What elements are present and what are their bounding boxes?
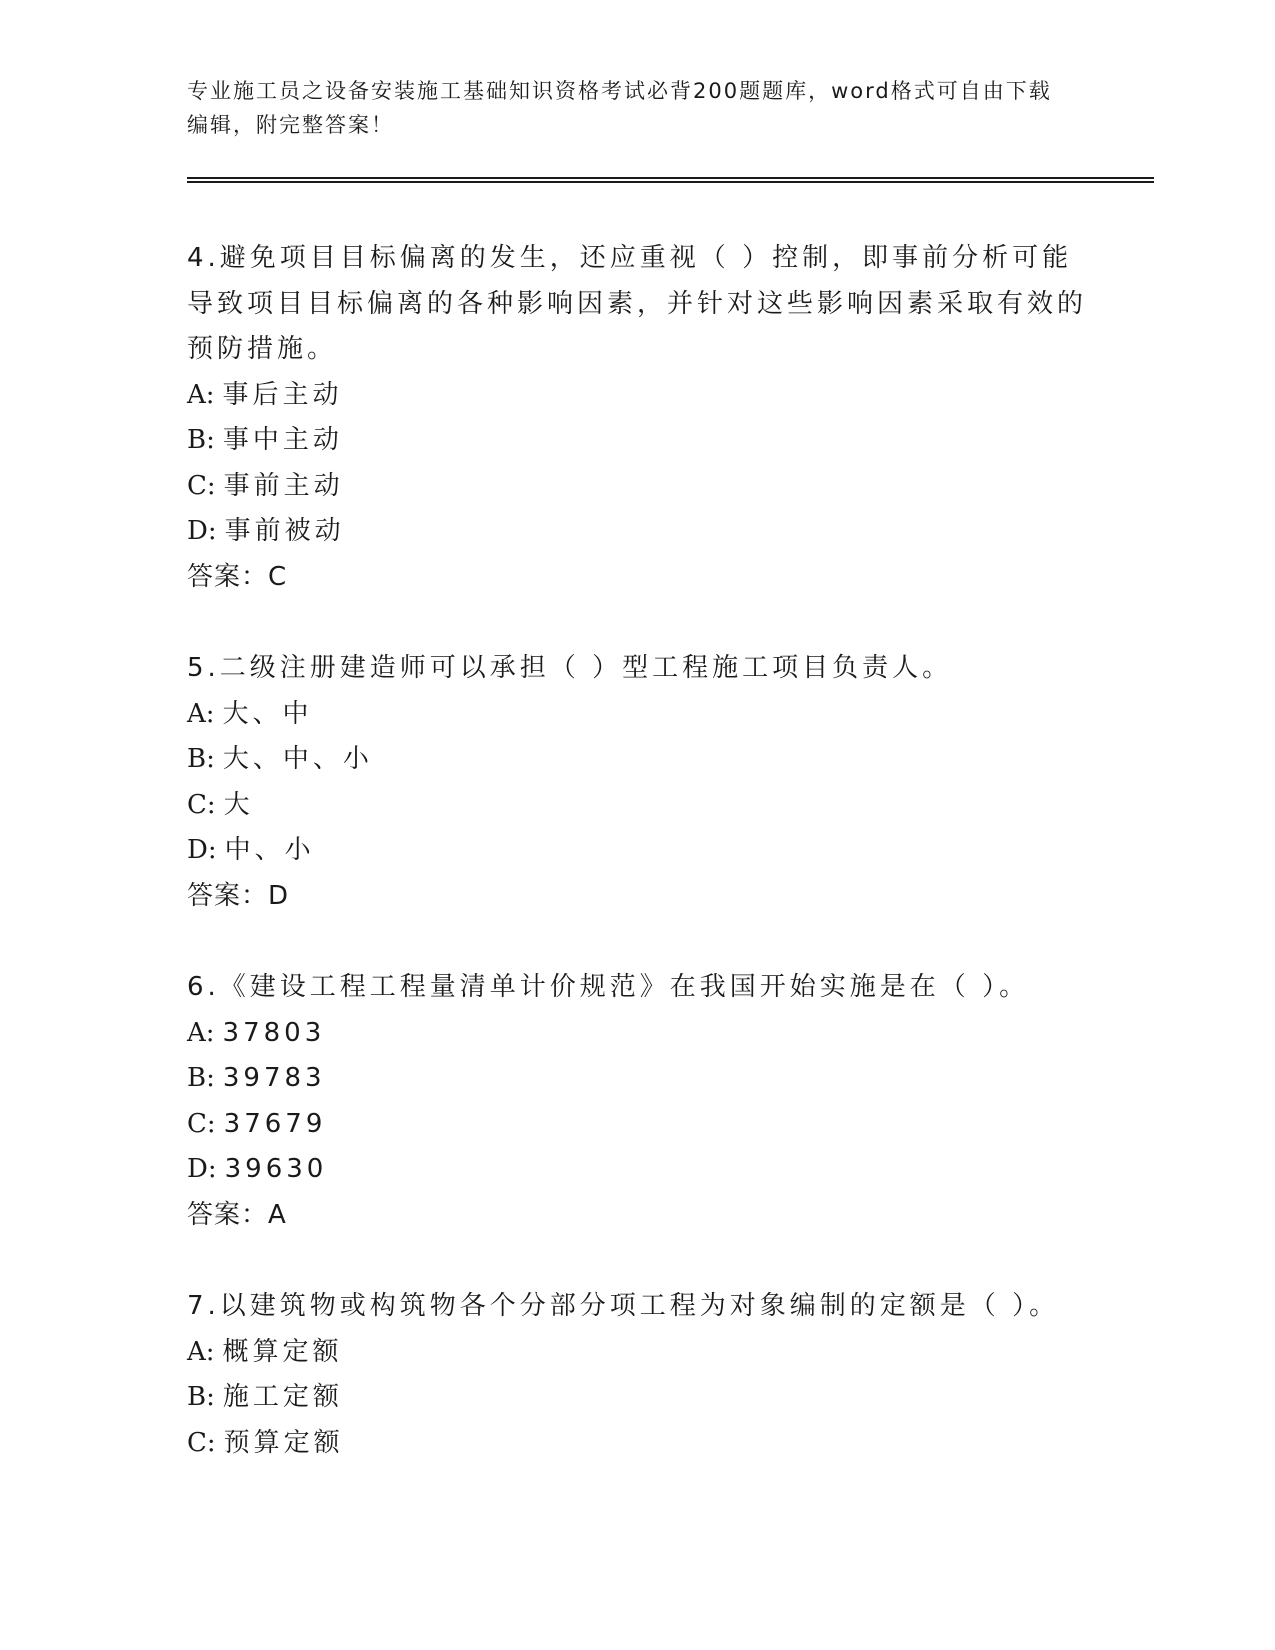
option-letter: A: <box>187 1017 215 1048</box>
question-text: 5.二级注册建造师可以承担（ ）型工程施工项目负责人。 <box>187 653 953 683</box>
question-5 <box>187 646 1087 919</box>
option-letter: A: <box>187 1336 215 1367</box>
option-b <box>187 418 1087 464</box>
option-letter: D: <box>187 1154 217 1184</box>
question-7 <box>187 1284 1087 1466</box>
option-b <box>187 737 1087 783</box>
option-letter: D: <box>187 516 217 546</box>
option-d <box>187 509 1087 555</box>
option-letter: A: <box>187 698 215 729</box>
option-text: 37803 <box>222 1017 326 1048</box>
option-text: 事前被动 <box>224 516 345 546</box>
option-text: 施工定额 <box>222 1382 343 1412</box>
option-c <box>187 783 1087 829</box>
option-text: 大、中、小 <box>222 744 373 774</box>
option-a <box>187 373 1087 419</box>
option-c <box>187 1102 1087 1148</box>
option-text: 事后主动 <box>222 379 343 410</box>
answer-line: 答案：C <box>187 561 288 592</box>
question-list <box>187 236 1087 1512</box>
option-letter: B: <box>187 1063 215 1093</box>
option-letter: B: <box>187 1382 215 1412</box>
option-b <box>187 1375 1087 1421</box>
option-letter: C: <box>187 470 216 501</box>
question-text: 4.避免项目目标偏离的发生，还应重视（ ）控制，即事前分析可能导致项目目标偏离的各种影响因素，并针对这些影响因素采取有效的预防措施。 <box>187 243 1088 364</box>
option-c <box>187 464 1087 510</box>
page-header: 专业施工员之设备安装施工基础知识资格考试必背200题题库，word格式可自由下载编辑，附完整答案！ <box>187 79 1052 137</box>
question-4 <box>187 236 1087 600</box>
option-letter: C: <box>187 1108 216 1139</box>
question-text: 6.《建设工程工程量清单计价规范》在我国开始实施是在（ ）。 <box>187 972 1030 1002</box>
option-text: 事中主动 <box>222 425 343 455</box>
option-text: 39630 <box>224 1154 328 1184</box>
option-text: 概算定额 <box>222 1336 343 1367</box>
option-letter: C: <box>187 1427 216 1458</box>
option-text: 大、中 <box>222 698 313 729</box>
option-letter: C: <box>187 789 216 820</box>
option-text: 预算定额 <box>223 1427 344 1458</box>
option-b <box>187 1056 1087 1102</box>
option-text: 37679 <box>223 1108 327 1139</box>
option-letter: A: <box>187 379 215 410</box>
answer-line: 答案：A <box>187 1199 287 1230</box>
option-text: 39783 <box>222 1063 326 1093</box>
option-c <box>187 1421 1087 1467</box>
option-a <box>187 692 1087 738</box>
option-text: 事前主动 <box>223 470 344 501</box>
question-text: 7.以建筑物或构筑物各个分部分项工程为对象编制的定额是（ ）。 <box>187 1291 1060 1321</box>
option-d <box>187 828 1087 874</box>
option-a <box>187 1011 1087 1057</box>
option-text: 中、小 <box>224 835 315 865</box>
option-text: 大 <box>223 789 254 820</box>
question-6 <box>187 965 1087 1238</box>
option-a <box>187 1330 1087 1376</box>
option-letter: D: <box>187 835 217 865</box>
answer-line: 答案：D <box>187 880 290 911</box>
header-double-rule <box>187 177 1154 183</box>
option-letter: B: <box>187 425 215 455</box>
option-d <box>187 1147 1087 1193</box>
option-letter: B: <box>187 744 215 774</box>
